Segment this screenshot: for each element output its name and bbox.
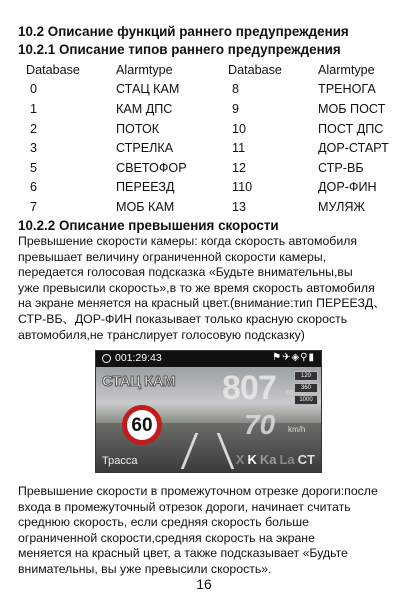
table-cell: СТРЕЛКА	[116, 141, 174, 156]
table-cell: МОБ ПОСТ	[318, 101, 386, 116]
text-line: среднюю скорость, если средняя скорость больше	[18, 515, 309, 530]
table-cell: 3	[30, 141, 38, 156]
band-indicator: La	[279, 452, 295, 467]
table-row	[26, 119, 398, 139]
band-indicator: X	[235, 452, 245, 467]
table-row	[26, 158, 398, 178]
subsection-title-alarm-types: 10.2.1 Описание типов раннего предупреждения	[18, 42, 341, 57]
alarm-type-label: СТАЦ КАМ	[102, 373, 176, 390]
segment-speeding-paragraph	[18, 484, 398, 578]
table-cell: КАМ ДПС	[116, 101, 173, 116]
table-row	[26, 178, 398, 198]
clock-icon	[102, 354, 111, 363]
band-indicator: CT	[297, 452, 315, 467]
text-line: внимательны, вы уже превысили скорость».	[18, 561, 272, 576]
table-cell: 9	[232, 101, 240, 116]
text-line: СТР-ВБ、ДОР-ФИН показывает только красную скорость	[18, 311, 348, 326]
text-line: превышает величину ограниченной скорости камеры,	[18, 249, 327, 264]
screen-status-bar	[96, 351, 321, 367]
radar-band-indicators	[233, 452, 315, 467]
text-line: Превышение скорости в промежуточном отрезке дороги:после	[18, 484, 378, 498]
table-cell: 2	[30, 121, 38, 136]
side-info-panel	[294, 371, 318, 407]
table-header-row	[26, 60, 398, 80]
distance-unit: m	[286, 387, 294, 397]
table-cell: МУЛЯЖ	[318, 199, 366, 214]
table-row	[26, 138, 398, 158]
table-cell: 12	[232, 160, 247, 175]
distance-readout: 807	[222, 369, 276, 407]
page-number: 16	[196, 576, 212, 592]
table-cell: ПОСТ ДПС	[318, 121, 384, 136]
text-line: на экране меняется на красный цвет.(внимание:тип ПЕРЕЕЗД、	[18, 296, 386, 311]
table-cell: 10	[232, 121, 247, 136]
side-panel-item: 1000	[294, 395, 318, 405]
text-line: входа в промежуточный отрезок дороги, начинает считать	[18, 499, 351, 514]
table-cell: 1	[30, 101, 38, 116]
table-row	[26, 197, 398, 217]
text-line: передается голосовая подсказка «Будьте внимательны,вы	[18, 265, 353, 280]
table-cell: МОБ КАМ	[116, 199, 175, 214]
table-cell: 110	[232, 180, 253, 195]
speed-limit-sign: 60	[122, 405, 162, 445]
section-title: 10.2 Описание функций раннего предупреждения	[18, 24, 349, 39]
band-indicator: K	[247, 452, 257, 467]
column-header: Database	[26, 62, 80, 77]
table-cell: СТР-ВБ	[318, 160, 364, 175]
table-row	[26, 99, 398, 119]
text-line: ограниченной скорости,средняя скорость на экране	[18, 530, 315, 545]
status-icons: ⚑✈◈⚲▮	[272, 352, 315, 363]
side-panel-item: 360	[294, 383, 318, 393]
table-row	[26, 80, 398, 100]
route-label: Трасса	[102, 455, 138, 467]
side-panel-item: 120	[294, 371, 318, 381]
time-readout: 001:29:43	[115, 352, 162, 364]
table-cell: ДОР-СТАРТ	[318, 141, 389, 156]
text-line: уже превысили скорость»,в то же время скорость автомобиля	[18, 280, 375, 295]
text-line: Превышение скорости камеры: когда скорость автомобиля	[18, 234, 358, 248]
speed-unit: km/h	[288, 425, 306, 434]
table-cell: 5	[30, 160, 38, 175]
table-cell: СТАЦ КАМ	[116, 82, 180, 97]
device-screen-illustration	[95, 350, 322, 473]
table-cell: ПЕРЕЕЗД	[116, 180, 175, 195]
table-cell: 7	[30, 199, 38, 214]
band-indicator: Ka	[259, 452, 277, 467]
current-speed-readout: 70	[244, 409, 276, 440]
table-cell: 6	[30, 180, 38, 195]
table-cell: СВЕТОФОР	[116, 160, 187, 175]
table-cell: 0	[30, 82, 38, 97]
table-cell: ДОР-ФИН	[318, 180, 377, 195]
column-header: Alarmtype	[116, 62, 173, 77]
text-line: автомобиля,не транслирует голосовую подсказку)	[18, 327, 305, 342]
table-cell: 11	[232, 141, 246, 156]
column-header: Alarmtype	[318, 62, 375, 77]
subsection-title-speeding: 10.2.2 Описание превышения скорости	[18, 218, 279, 233]
table-cell: 8	[232, 82, 240, 97]
table-cell: ТРЕНОГА	[318, 82, 376, 97]
table-cell: ПОТОК	[116, 121, 160, 136]
camera-speeding-paragraph	[18, 234, 398, 343]
column-header: Database	[228, 62, 282, 77]
alarm-type-table	[26, 60, 398, 217]
text-line: меняется на красный цвет, а также подсказывает «Будьте	[18, 546, 348, 561]
table-cell: 13	[232, 199, 247, 214]
